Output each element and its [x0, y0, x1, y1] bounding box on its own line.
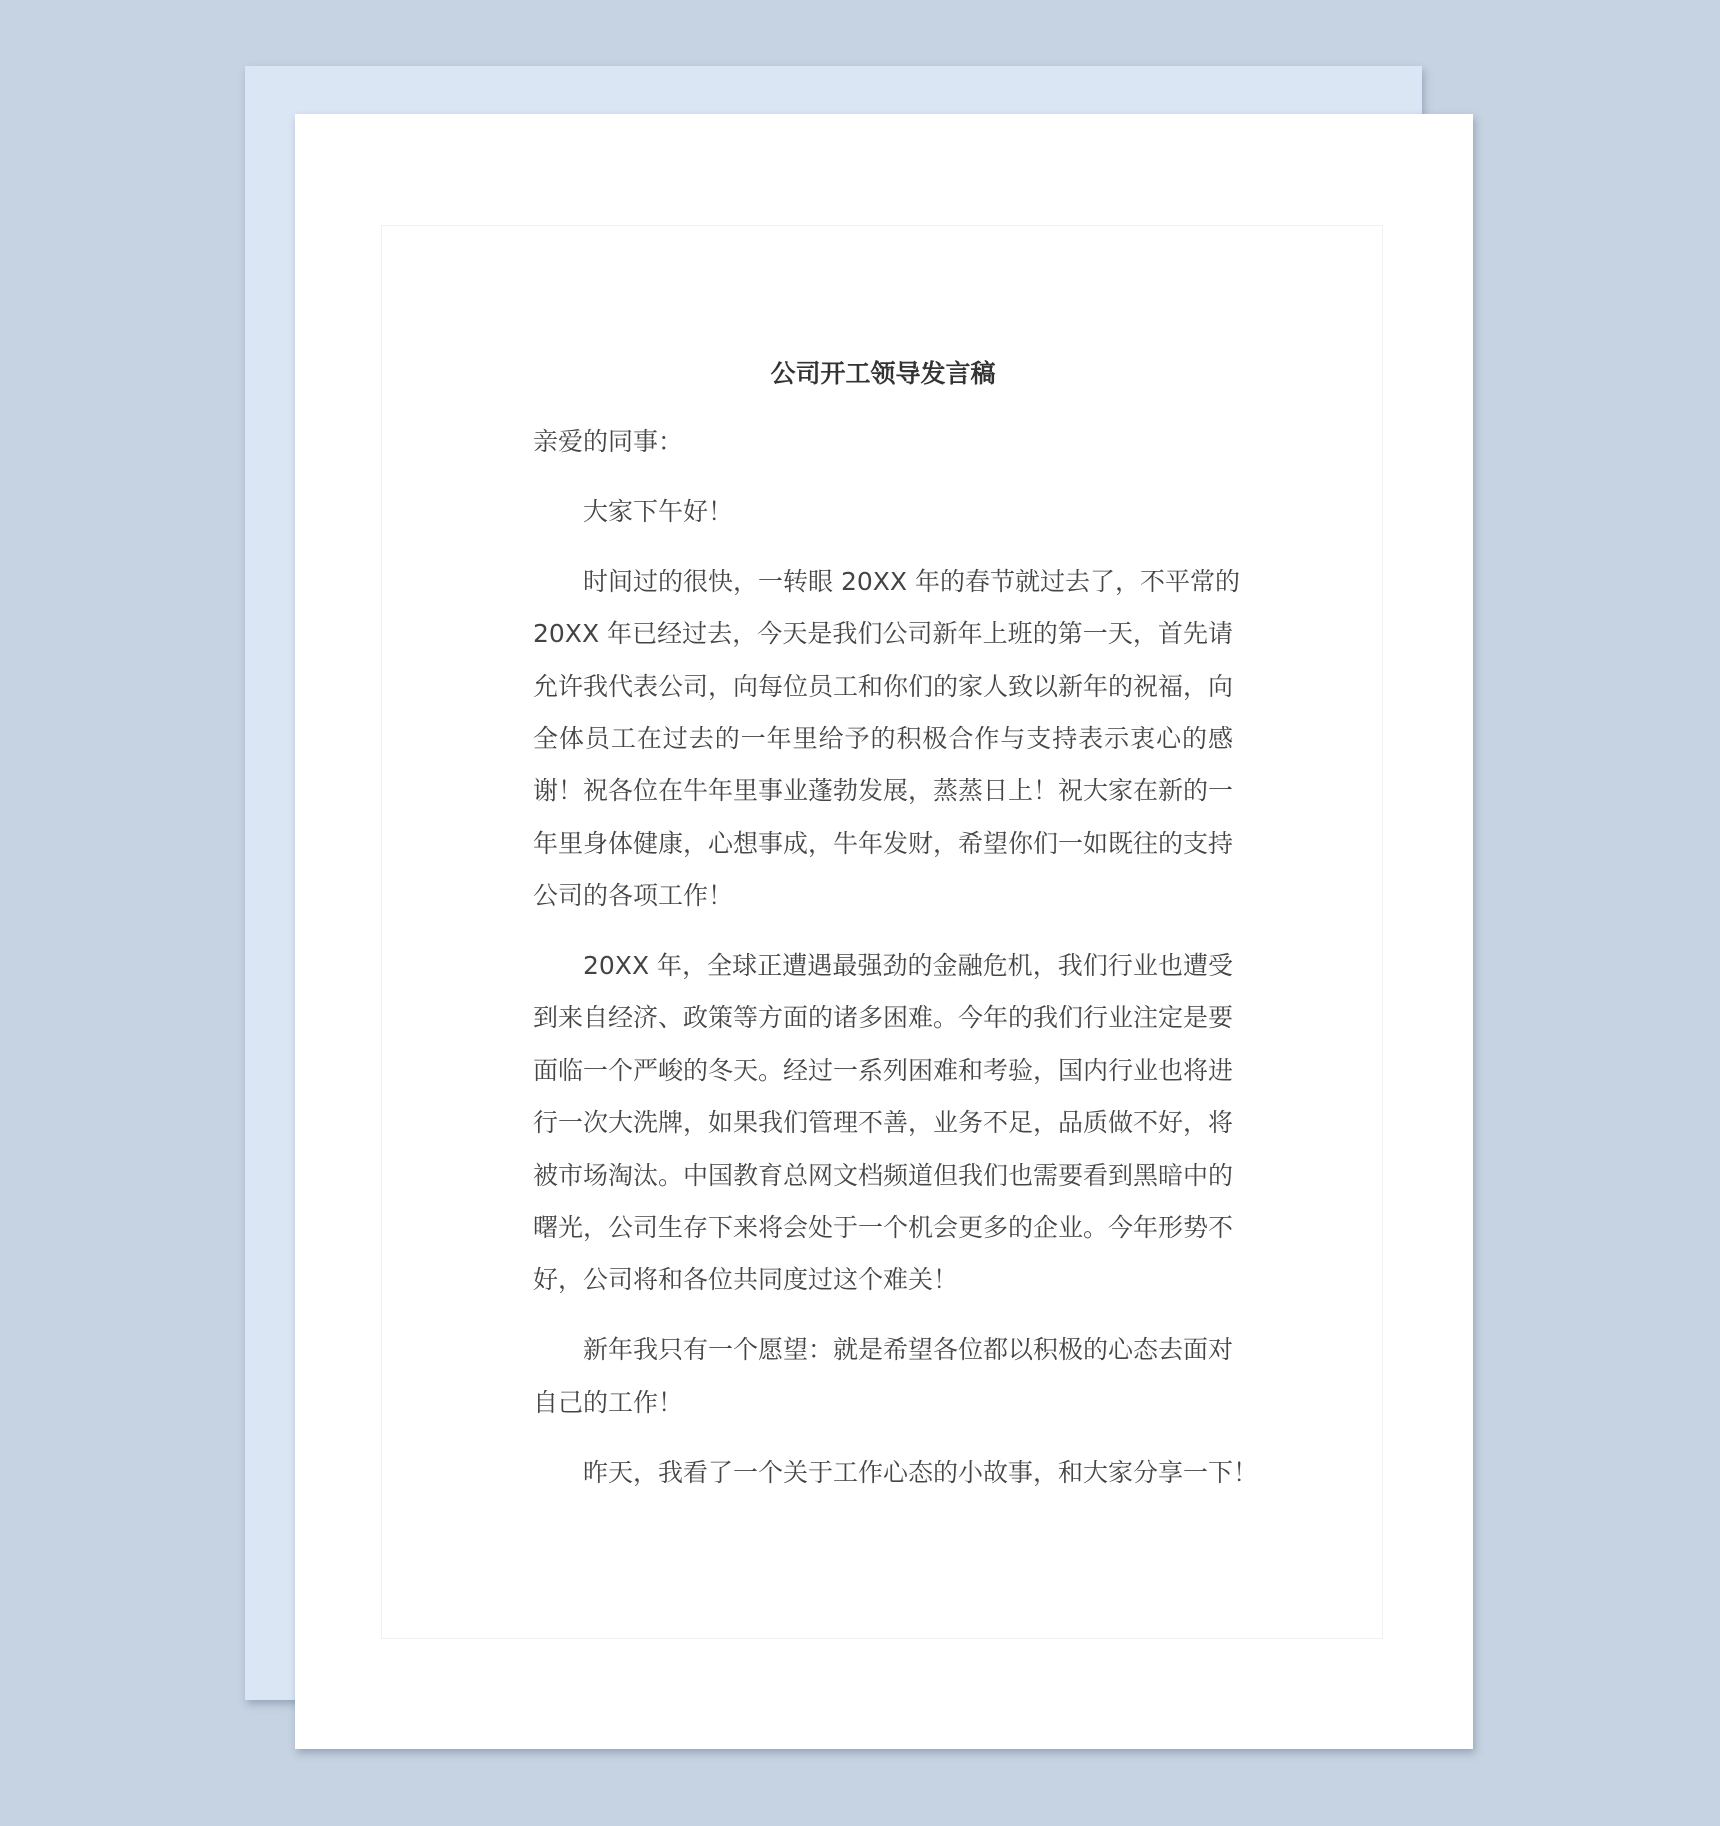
paragraph-line: 到来自经济、政策等方面的诸多困难。今年的我们行业注定是要: [533, 1003, 1234, 1033]
paragraph-line: 好，公司将和各位共同度过这个难关！: [533, 1265, 959, 1295]
paragraph: [533, 1447, 1259, 1499]
paragraph-line: 面临一个严峻的冬天。经过一系列困难和考验，国内行业也将进: [533, 1055, 1234, 1085]
paragraph-line: 20XX 年已经过去，今天是我们公司新年上班的第一天，首先请: [533, 619, 1233, 649]
paragraph-line: 年里身体健康，心想事成，牛年发财，希望你们一如既往的支持: [533, 828, 1234, 858]
paragraph: [533, 940, 1233, 1307]
paragraph: [533, 1324, 1233, 1429]
paragraph: [533, 556, 1240, 923]
paragraph-line: 公司的各项工作！: [533, 881, 734, 911]
paragraph-line: 时间过的很快，一转眼 20XX 年的春节就过去了，不平常的: [583, 566, 1240, 596]
document-page: [295, 114, 1473, 1749]
paragraph-line: 新年我只有一个愿望：就是希望各位都以积极的心态去面对: [583, 1335, 1234, 1365]
document-title: 公司开工领导发言稿: [770, 359, 996, 388]
paragraph: [533, 486, 1233, 538]
paragraph-line: 曙光，公司生存下来将会处于一个机会更多的企业。今年形势不: [533, 1212, 1234, 1242]
greeting: 亲爱的同事：: [533, 427, 684, 456]
paragraph-line: 谢！祝各位在牛年里事业蓬勃发展，蒸蒸日上！祝大家在新的一: [533, 776, 1234, 806]
paragraph-line: 昨天，我看了一个关于工作心态的小故事，和大家分享一下！: [583, 1457, 1259, 1487]
greeting-paragraph: [533, 416, 1233, 468]
paragraph-line: 自己的工作！: [533, 1387, 684, 1417]
paragraph-line: 被市场淘汰。中国教育总网文档频道但我们也需要看到黑暗中的: [533, 1160, 1234, 1190]
paragraph-line: 全体员工在过去的一年里给予的积极合作与支持表示衷心的感: [533, 723, 1233, 753]
document-body: [533, 416, 1259, 1516]
paragraph-line: 行一次大洗牌，如果我们管理不善，业务不足，品质做不好，将: [533, 1108, 1234, 1138]
paragraph-line: 20XX 年，全球正遭遇最强劲的金融危机，我们行业也遭受: [583, 951, 1233, 981]
paragraph-line: 大家下午好！: [583, 496, 734, 526]
paragraph-line: 允许我代表公司，向每位员工和你们的家人致以新年的祝福，向: [533, 671, 1234, 701]
